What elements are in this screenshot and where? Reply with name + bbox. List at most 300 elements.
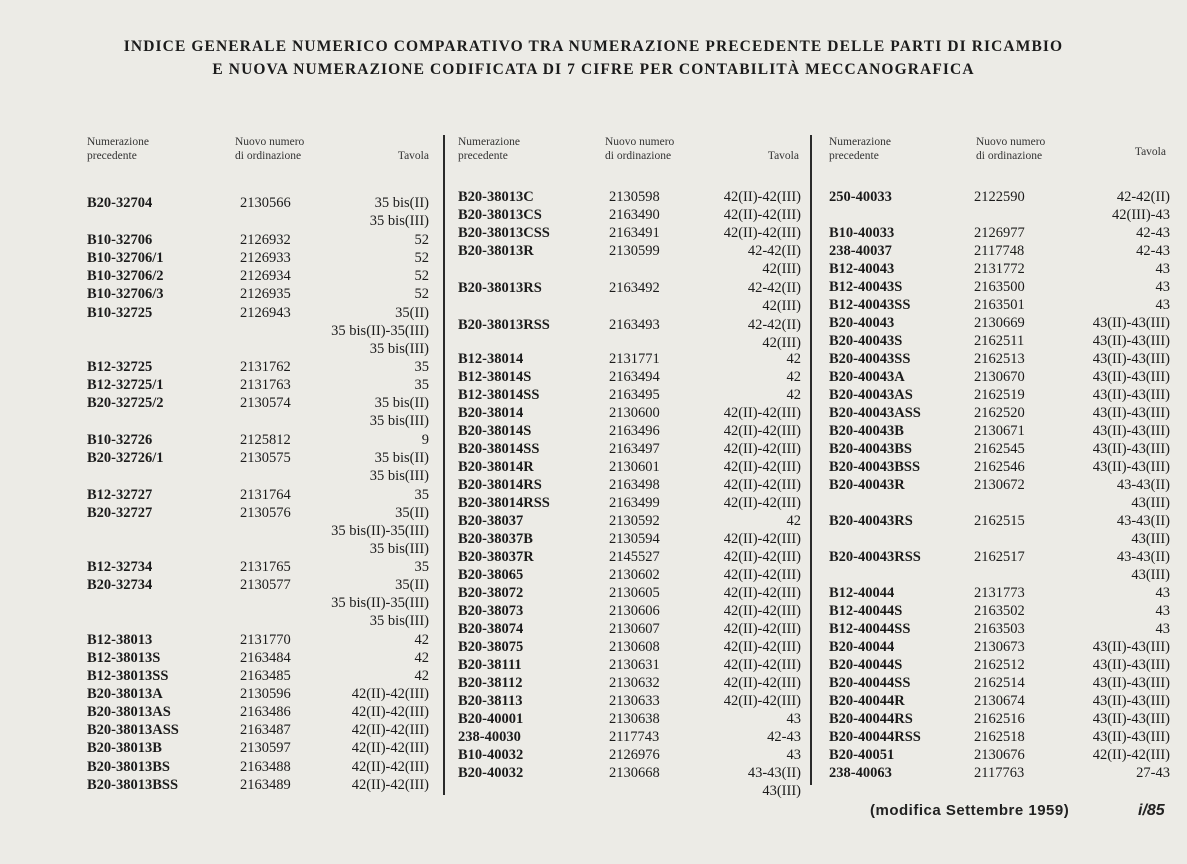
table-row — [458, 513, 801, 531]
tavola-cell: 43 — [1155, 297, 1170, 313]
new-number-cell: 2126932 — [240, 232, 291, 248]
new-number-cell: 2131773 — [974, 585, 1025, 601]
tavola-cell: 43(II)-43(III) — [1092, 387, 1170, 403]
table-row — [829, 423, 1170, 441]
table-row — [87, 613, 429, 631]
tavola-cell: 43(II)-43(III) — [1092, 315, 1170, 331]
table-row — [87, 450, 429, 468]
new-number-cell: 2163491 — [609, 225, 660, 241]
new-number-cell: 2130674 — [974, 693, 1025, 709]
previous-number-cell: B20-38013A — [87, 686, 163, 702]
table-row — [829, 261, 1170, 279]
table-row — [829, 585, 1170, 603]
header-previous-number — [829, 135, 891, 163]
previous-number-cell: B20-38013BSS — [87, 777, 179, 793]
previous-number-cell: B20-38065 — [458, 567, 524, 583]
tavola-cell: 42(III) — [762, 335, 801, 351]
previous-number-cell: B20-40043BS — [829, 441, 912, 457]
previous-number-cell: B20-40044R — [829, 693, 905, 709]
new-number-cell: 2130676 — [974, 747, 1025, 763]
previous-number-cell: B10-32706 — [87, 232, 153, 248]
table-row — [458, 243, 801, 261]
new-number-cell: 2122590 — [974, 189, 1025, 205]
table-row — [87, 559, 429, 577]
new-number-cell: 2163501 — [974, 297, 1025, 313]
tavola-cell: 52 — [414, 232, 429, 248]
new-number-cell: 2145527 — [609, 549, 660, 565]
header-new-line2: di ordinazione — [235, 150, 302, 162]
new-number-cell: 2163485 — [240, 668, 291, 684]
new-number-cell: 2162513 — [974, 351, 1025, 367]
tavola-cell: 42 — [786, 369, 801, 385]
table-row — [458, 317, 801, 335]
new-number-cell: 2130598 — [609, 189, 660, 205]
table-row — [829, 549, 1170, 567]
table-row — [458, 729, 801, 747]
previous-number-cell: B20-38014RS — [458, 477, 542, 493]
table-row — [87, 632, 429, 650]
table-row — [458, 351, 801, 369]
previous-number-cell: B20-38013C — [458, 189, 534, 205]
tavola-cell: 52 — [414, 250, 429, 266]
tavola-cell: 35 bis(II)-35(III) — [331, 523, 429, 539]
new-number-cell: 2131771 — [609, 351, 660, 367]
tavola-cell: 43(II)-43(III) — [1092, 711, 1170, 727]
table-row — [458, 405, 801, 423]
tavola-cell: 43(II)-43(III) — [1092, 441, 1170, 457]
new-number-cell: 2162518 — [974, 729, 1025, 745]
tavola-cell: 42(II)-42(III) — [723, 189, 801, 205]
new-number-cell: 2130599 — [609, 243, 660, 259]
table-row — [829, 279, 1170, 297]
table-row — [458, 225, 801, 243]
table-row — [87, 377, 429, 395]
previous-number-cell: B10-32726 — [87, 432, 153, 448]
table-row — [87, 777, 429, 795]
header-new-line1: Nuovo numero — [605, 136, 675, 148]
table-row — [829, 531, 1170, 549]
table-row — [87, 577, 429, 595]
previous-number-cell: B12-38013S — [87, 650, 161, 666]
tavola-cell: 42(II)-42(III) — [351, 686, 429, 702]
tavola-cell: 35 bis(II)-35(III) — [331, 595, 429, 611]
header-new-line2: di ordinazione — [605, 150, 672, 162]
table-row — [458, 567, 801, 585]
table-row — [458, 657, 801, 675]
table-row — [87, 341, 429, 359]
tavola-cell: 43(II)-43(III) — [1092, 369, 1170, 385]
new-number-cell: 2126943 — [240, 305, 291, 321]
new-number-cell: 2130596 — [240, 686, 291, 702]
new-number-cell: 2162519 — [974, 387, 1025, 403]
table-row — [829, 621, 1170, 639]
tavola-cell: 42(II)-42(III) — [723, 693, 801, 709]
tavola-cell: 42(II)-42(III) — [351, 740, 429, 756]
tavola-cell: 35(II) — [395, 577, 429, 593]
table-row — [87, 286, 429, 304]
table-row — [87, 413, 429, 431]
table-row — [458, 621, 801, 639]
tavola-cell: 42(II)-42(III) — [723, 405, 801, 421]
new-number-cell: 2125812 — [240, 432, 291, 448]
tavola-cell: 43(II)-43(III) — [1092, 351, 1170, 367]
table-row — [829, 477, 1170, 495]
previous-number-cell: B12-32725/1 — [87, 377, 164, 393]
previous-number-cell: B12-38014SS — [458, 387, 540, 403]
new-number-cell: 2162546 — [974, 459, 1025, 475]
new-number-cell: 2130594 — [609, 531, 660, 547]
table-row — [87, 523, 429, 541]
tavola-cell: 42(II)-42(III) — [723, 441, 801, 457]
new-number-cell: 2163498 — [609, 477, 660, 493]
new-number-cell: 2162511 — [974, 333, 1025, 349]
new-number-cell: 2130668 — [609, 765, 660, 781]
tavola-cell: 42(II)-42(III) — [723, 225, 801, 241]
tavola-cell: 42(II)-42(III) — [351, 759, 429, 775]
new-number-cell: 2131762 — [240, 359, 291, 375]
previous-number-cell: B12-32734 — [87, 559, 153, 575]
previous-number-cell: B20-38037B — [458, 531, 533, 547]
table-row — [87, 268, 429, 286]
table-row — [458, 477, 801, 495]
table-row — [87, 740, 429, 758]
table-row — [458, 549, 801, 567]
tavola-cell: 43(III) — [1131, 567, 1170, 583]
tavola-cell: 35 bis(II) — [374, 450, 429, 466]
new-number-cell: 2162517 — [974, 549, 1025, 565]
new-number-cell: 2163489 — [240, 777, 291, 793]
table-row — [829, 693, 1170, 711]
previous-number-cell: 238-40063 — [829, 765, 892, 781]
new-number-cell: 2163499 — [609, 495, 660, 511]
tavola-cell: 42-43 — [1136, 225, 1170, 241]
tavola-cell: 43(II)-43(III) — [1092, 693, 1170, 709]
new-number-cell: 2162520 — [974, 405, 1025, 421]
previous-number-cell: B20-32725/2 — [87, 395, 164, 411]
tavola-cell: 43 — [1155, 621, 1170, 637]
table-row — [87, 432, 429, 450]
new-number-cell: 2131770 — [240, 632, 291, 648]
new-number-cell: 2163494 — [609, 369, 660, 385]
tavola-cell: 35 bis(III) — [369, 341, 429, 357]
previous-number-cell: B20-38037R — [458, 549, 534, 565]
new-number-cell: 2163495 — [609, 387, 660, 403]
new-number-cell: 2117743 — [609, 729, 660, 745]
new-number-cell: 2163503 — [974, 621, 1025, 637]
table-row — [87, 323, 429, 341]
table-row — [87, 232, 429, 250]
tavola-cell: 42-43 — [767, 729, 801, 745]
new-number-cell: 2130638 — [609, 711, 660, 727]
tavola-cell: 35 — [414, 559, 429, 575]
index-column-1 — [87, 135, 429, 795]
index-column-2 — [458, 135, 801, 799]
previous-number-cell: B20-40043B — [829, 423, 904, 439]
table-row — [458, 747, 801, 765]
previous-number-cell: B20-40044RS — [829, 711, 913, 727]
table-row — [829, 405, 1170, 423]
previous-number-cell: B20-38013CSS — [458, 225, 550, 241]
header-new-number — [976, 135, 1045, 163]
tavola-cell: 42(II)-42(III) — [723, 207, 801, 223]
header-tavola: Tavola — [767, 150, 799, 162]
table-row — [829, 189, 1170, 207]
header-new-line1: Nuovo numero — [976, 136, 1046, 148]
new-number-cell: 2117763 — [974, 765, 1025, 781]
table-row — [87, 595, 429, 613]
previous-number-cell: B20-38013RS — [458, 280, 542, 296]
tavola-cell: 42 — [786, 513, 801, 529]
table-row — [458, 675, 801, 693]
tavola-cell: 43 — [1155, 603, 1170, 619]
table-row — [829, 315, 1170, 333]
new-number-cell: 2162512 — [974, 657, 1025, 673]
table-row — [458, 639, 801, 657]
tavola-cell: 35 bis(III) — [369, 541, 429, 557]
table-row — [87, 668, 429, 686]
table-row — [458, 369, 801, 387]
table-row — [458, 280, 801, 298]
previous-number-cell: B10-32706/2 — [87, 268, 164, 284]
tavola-cell: 42(II)-42(III) — [723, 675, 801, 691]
previous-number-cell: B20-38075 — [458, 639, 524, 655]
table-row — [829, 459, 1170, 477]
new-number-cell: 2130631 — [609, 657, 660, 673]
previous-number-cell: B20-38037 — [458, 513, 524, 529]
previous-number-cell: B20-40032 — [458, 765, 524, 781]
tavola-cell: 52 — [414, 286, 429, 302]
tavola-cell: 35 bis(III) — [369, 468, 429, 484]
previous-number-cell: B20-32734 — [87, 577, 153, 593]
previous-number-cell: B20-40043R — [829, 477, 905, 493]
previous-number-cell: B20-40043S — [829, 333, 903, 349]
table-row — [458, 765, 801, 783]
table-row — [458, 531, 801, 549]
header-previous-number — [87, 135, 149, 163]
new-number-cell: 2131772 — [974, 261, 1025, 277]
tavola-cell: 27-43 — [1136, 765, 1170, 781]
tavola-cell: 42(II)-42(III) — [723, 567, 801, 583]
new-number-cell: 2130670 — [974, 369, 1025, 385]
new-number-cell: 2162515 — [974, 513, 1025, 529]
previous-number-cell: B20-38014 — [458, 405, 524, 421]
tavola-cell: 42(II)-42(III) — [351, 704, 429, 720]
tavola-cell: 42(II)-42(III) — [723, 585, 801, 601]
tavola-cell: 42(II)-42(III) — [723, 603, 801, 619]
new-number-cell: 2130673 — [974, 639, 1025, 655]
tavola-cell: 42(II)-42(III) — [351, 722, 429, 738]
tavola-cell: 43-43(II) — [1116, 513, 1170, 529]
table-row — [87, 650, 429, 668]
new-number-cell: 2163484 — [240, 650, 291, 666]
previous-number-cell: B20-38013B — [87, 740, 162, 756]
tavola-cell: 42(II)-42(III) — [1092, 747, 1170, 763]
previous-number-cell: B20-40044 — [829, 639, 895, 655]
previous-number-cell: B20-38014SS — [458, 441, 540, 457]
tavola-cell: 43(III) — [762, 783, 801, 799]
header-previous-line1: Numerazione — [87, 136, 149, 148]
header-previous-line2: precedente — [829, 150, 879, 162]
tavola-cell: 42 — [414, 650, 429, 666]
new-number-cell: 2130566 — [240, 195, 291, 211]
tavola-cell: 42-42(II) — [747, 317, 801, 333]
table-row — [829, 747, 1170, 765]
tavola-cell: 42(II)-42(III) — [723, 459, 801, 475]
header-new-number — [605, 135, 674, 163]
new-number-cell: 2162516 — [974, 711, 1025, 727]
new-number-cell: 2130608 — [609, 639, 660, 655]
new-number-cell: 2130605 — [609, 585, 660, 601]
new-number-cell: 2117748 — [974, 243, 1025, 259]
new-number-cell: 2130669 — [974, 315, 1025, 331]
previous-number-cell: B12-32725 — [87, 359, 153, 375]
new-number-cell: 2126976 — [609, 747, 660, 763]
previous-number-cell: B20-32727 — [87, 505, 153, 521]
previous-number-cell: B12-38014 — [458, 351, 524, 367]
tavola-cell: 42(II)-42(III) — [723, 423, 801, 439]
previous-number-cell: B20-40044SS — [829, 675, 911, 691]
tavola-cell: 52 — [414, 268, 429, 284]
previous-number-cell: B20-38013RSS — [458, 317, 550, 333]
header-new-number — [235, 135, 304, 163]
new-number-cell: 2163492 — [609, 280, 660, 296]
table-row — [829, 333, 1170, 351]
new-number-cell: 2130632 — [609, 675, 660, 691]
table-row — [458, 459, 801, 477]
table-row — [829, 603, 1170, 621]
new-number-cell: 2126977 — [974, 225, 1025, 241]
new-number-cell: 2130633 — [609, 693, 660, 709]
previous-number-cell: B20-38014RSS — [458, 495, 550, 511]
new-number-cell: 2163490 — [609, 207, 660, 223]
previous-number-cell: B20-40043SS — [829, 351, 911, 367]
table-row — [458, 261, 801, 279]
tavola-cell: 43-43(II) — [747, 765, 801, 781]
previous-number-cell: B20-38013CS — [458, 207, 542, 223]
new-number-cell: 2131765 — [240, 559, 291, 575]
tavola-cell: 43 — [786, 747, 801, 763]
new-number-cell: 2130601 — [609, 459, 660, 475]
tavola-cell: 42-42(II) — [747, 243, 801, 259]
previous-number-cell: B20-40001 — [458, 711, 524, 727]
table-row — [829, 297, 1170, 315]
tavola-cell: 42-43 — [1136, 243, 1170, 259]
tavola-cell: 35 bis(II)-35(III) — [331, 323, 429, 339]
previous-number-cell: B12-32727 — [87, 487, 153, 503]
tavola-cell: 42(II)-42(III) — [723, 621, 801, 637]
previous-number-cell: B20-40043RS — [829, 513, 913, 529]
table-row — [829, 675, 1170, 693]
new-number-cell: 2163502 — [974, 603, 1025, 619]
table-row — [829, 243, 1170, 261]
table-row — [829, 351, 1170, 369]
previous-number-cell: B20-40043AS — [829, 387, 913, 403]
page-number: i/85 — [1138, 802, 1165, 819]
table-row — [829, 369, 1170, 387]
previous-number-cell: 238-40037 — [829, 243, 892, 259]
tavola-cell: 43 — [1155, 585, 1170, 601]
previous-number-cell: B20-38014R — [458, 459, 534, 475]
new-number-cell: 2126935 — [240, 286, 291, 302]
new-number-cell: 2163496 — [609, 423, 660, 439]
tavola-cell: 42(II)-42(III) — [723, 639, 801, 655]
table-row — [87, 704, 429, 722]
table-row — [458, 693, 801, 711]
tavola-cell: 42(II)-42(III) — [723, 531, 801, 547]
previous-number-cell: B12-40044SS — [829, 621, 911, 637]
tavola-cell: 9 — [421, 432, 429, 448]
tavola-cell: 43(II)-43(III) — [1092, 459, 1170, 475]
table-row — [458, 783, 801, 801]
table-row — [458, 189, 801, 207]
new-number-cell: 2131764 — [240, 487, 291, 503]
table-row — [458, 441, 801, 459]
new-number-cell: 2131763 — [240, 377, 291, 393]
header-tavola: Tavola — [397, 150, 429, 162]
header-previous-line1: Numerazione — [458, 136, 520, 148]
previous-number-cell: B20-38013ASS — [87, 722, 179, 738]
previous-number-cell: B20-38073 — [458, 603, 524, 619]
previous-number-cell: B20-38074 — [458, 621, 524, 637]
new-number-cell: 2162545 — [974, 441, 1025, 457]
tavola-cell: 35 bis(III) — [369, 213, 429, 229]
new-number-cell: 2130597 — [240, 740, 291, 756]
table-row — [458, 495, 801, 513]
previous-number-cell: B12-40044 — [829, 585, 895, 601]
previous-number-cell: B12-38014S — [458, 369, 532, 385]
tavola-cell: 35 — [414, 359, 429, 375]
tavola-cell: 43(III) — [1131, 531, 1170, 547]
table-row — [829, 225, 1170, 243]
new-number-cell: 2130592 — [609, 513, 660, 529]
new-number-cell: 2162514 — [974, 675, 1025, 691]
tavola-cell: 43 — [1155, 261, 1170, 277]
tavola-cell: 42 — [786, 351, 801, 367]
previous-number-cell: B10-32706/1 — [87, 250, 164, 266]
previous-number-cell: B20-38113 — [458, 693, 523, 709]
new-number-cell: 2130575 — [240, 450, 291, 466]
new-number-cell: 2130576 — [240, 505, 291, 521]
column-divider — [443, 135, 445, 795]
table-row — [458, 298, 801, 316]
tavola-cell: 43(II)-43(III) — [1092, 333, 1170, 349]
table-row — [458, 711, 801, 729]
new-number-cell: 2130672 — [974, 477, 1025, 493]
table-row — [829, 711, 1170, 729]
new-number-cell: 2130606 — [609, 603, 660, 619]
table-row — [87, 541, 429, 559]
tavola-cell: 35 bis(III) — [369, 413, 429, 429]
tavola-cell: 43 — [1155, 279, 1170, 295]
table-row — [87, 250, 429, 268]
previous-number-cell: B20-38013AS — [87, 704, 171, 720]
tavola-cell: 42(II)-42(III) — [351, 777, 429, 793]
new-number-cell: 2163487 — [240, 722, 291, 738]
table-row — [87, 722, 429, 740]
tavola-cell: 43(II)-43(III) — [1092, 657, 1170, 673]
new-number-cell: 2163500 — [974, 279, 1025, 295]
tavola-cell: 35 — [414, 487, 429, 503]
table-row — [87, 359, 429, 377]
page-title-line-2: E NUOVA NUMERAZIONE CODIFICATA DI 7 CIFRE PER CONTABILITÀ MECCANOGRAFICA — [212, 61, 975, 78]
tavola-cell: 43-43(II) — [1116, 477, 1170, 493]
tavola-cell: 42(II)-42(III) — [723, 549, 801, 565]
previous-number-cell: B20-38013R — [458, 243, 534, 259]
tavola-cell: 35 bis(III) — [369, 613, 429, 629]
tavola-cell: 42 — [786, 387, 801, 403]
new-number-cell: 2163493 — [609, 317, 660, 333]
previous-number-cell: B20-38014S — [458, 423, 532, 439]
